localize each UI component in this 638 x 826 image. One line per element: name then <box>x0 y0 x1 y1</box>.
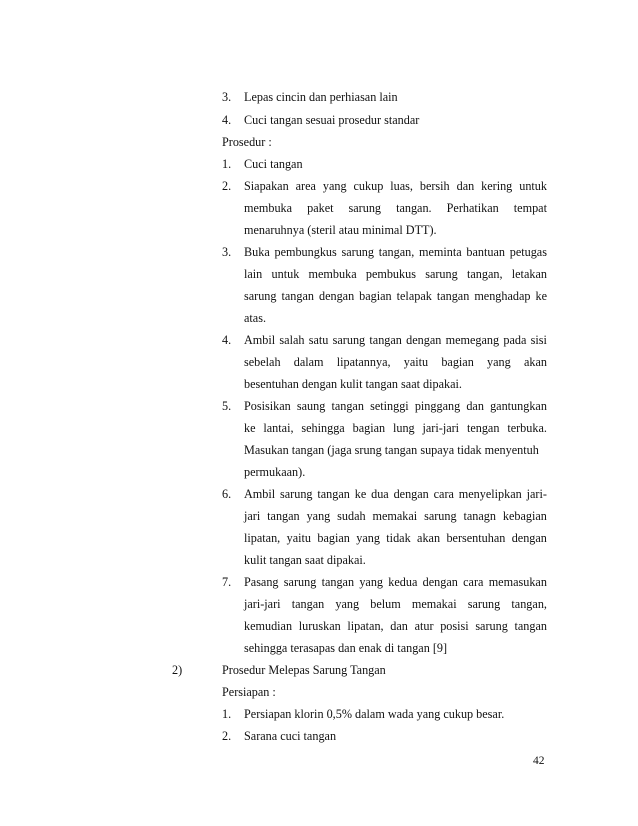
list-item-line: sarung tangan dengan bagian telapak tangan menghadap ke <box>244 289 547 303</box>
list-item-text: Sarana cuci tangan <box>244 729 337 743</box>
list-item-line: kulit tangan saat dipakai. <box>244 553 366 567</box>
list-number: 6. <box>222 487 232 501</box>
list-number: 1. <box>222 707 232 721</box>
page-number: 42 <box>533 755 545 767</box>
list-item-line: atas. <box>244 311 266 325</box>
list-item-line: sehingga terasapas dan enak di tangan [9] <box>244 641 448 655</box>
list-item-line: menaruhnya (steril atau minimal DTT). <box>244 223 437 237</box>
list-item-line: Cuci tangan <box>244 157 303 171</box>
list-number: 5. <box>222 399 232 413</box>
section-number: 2) <box>172 663 183 677</box>
list-number: 4. <box>222 113 232 127</box>
list-item-line: Ambil sarung tangan ke dua dengan cara menyelipkan jari- <box>244 487 547 501</box>
list-item-line: Siapakan area yang cukup luas, bersih dan kering untuk <box>244 179 547 193</box>
list-number: 2. <box>222 179 232 193</box>
list-number: 1. <box>222 157 232 171</box>
list-item-line: Ambil salah satu sarung tangan dengan memegang pada sisi <box>244 333 547 347</box>
list-item-line: Buka pembungkus sarung tangan, meminta bantuan petugas <box>244 245 547 259</box>
preparation-label: Persiapan : <box>222 685 276 699</box>
list-number: 4. <box>222 333 232 347</box>
list-item-line: Pasang sarung tangan yang kedua dengan cara memasukan <box>244 575 547 589</box>
list-item-line: membuka paket sarung tangan. Perhatikan tempat <box>244 201 547 215</box>
list-item-line: besentuhan dengan kulit tangan saat dipakai. <box>244 377 462 391</box>
list-item-line: sebelah dalam lipatannya, yaitu bagian yang akan <box>244 355 547 369</box>
list-item-line: ke lantai, sehingga bagian lung jari-jari tengan terbuka. <box>244 421 547 435</box>
list-item-line: permukaan). <box>244 465 306 479</box>
list-number: 7. <box>222 575 232 589</box>
list-item-line: Masukan tangan (jaga srung tangan supaya tidak menyentuh <box>244 443 539 457</box>
list-item-text: Persiapan klorin 0,5% dalam wada yang cukup besar. <box>244 707 505 721</box>
list-item-line: jari tangan yang sudah memakai sarung tanagn kebagian <box>244 509 547 523</box>
list-item-line: lipatan, yaitu bagian yang tidak akan bersentuhan dengan <box>244 531 547 545</box>
list-item-text: Cuci tangan sesuai prosedur standar <box>244 113 420 127</box>
section-title: Prosedur Melepas Sarung Tangan <box>222 663 386 677</box>
list-item-line: jari-jari tangan yang belum memakai sarung tangan, <box>244 597 547 611</box>
list-number: 3. <box>222 245 232 259</box>
list-number: 3. <box>222 90 232 104</box>
list-number: 2. <box>222 729 232 743</box>
list-item-line: kemudian luruskan lipatan, dan atur posisi sarung tangan <box>244 619 547 633</box>
procedure-label: Prosedur : <box>222 135 272 149</box>
list-item-line: lain untuk membuka pembukus sarung tangan, letakan <box>244 267 547 281</box>
list-item-line: Posisikan saung tangan setinggi pinggang dan gantungkan <box>244 399 547 413</box>
list-item-text: Lepas cincin dan perhiasan lain <box>244 90 398 104</box>
